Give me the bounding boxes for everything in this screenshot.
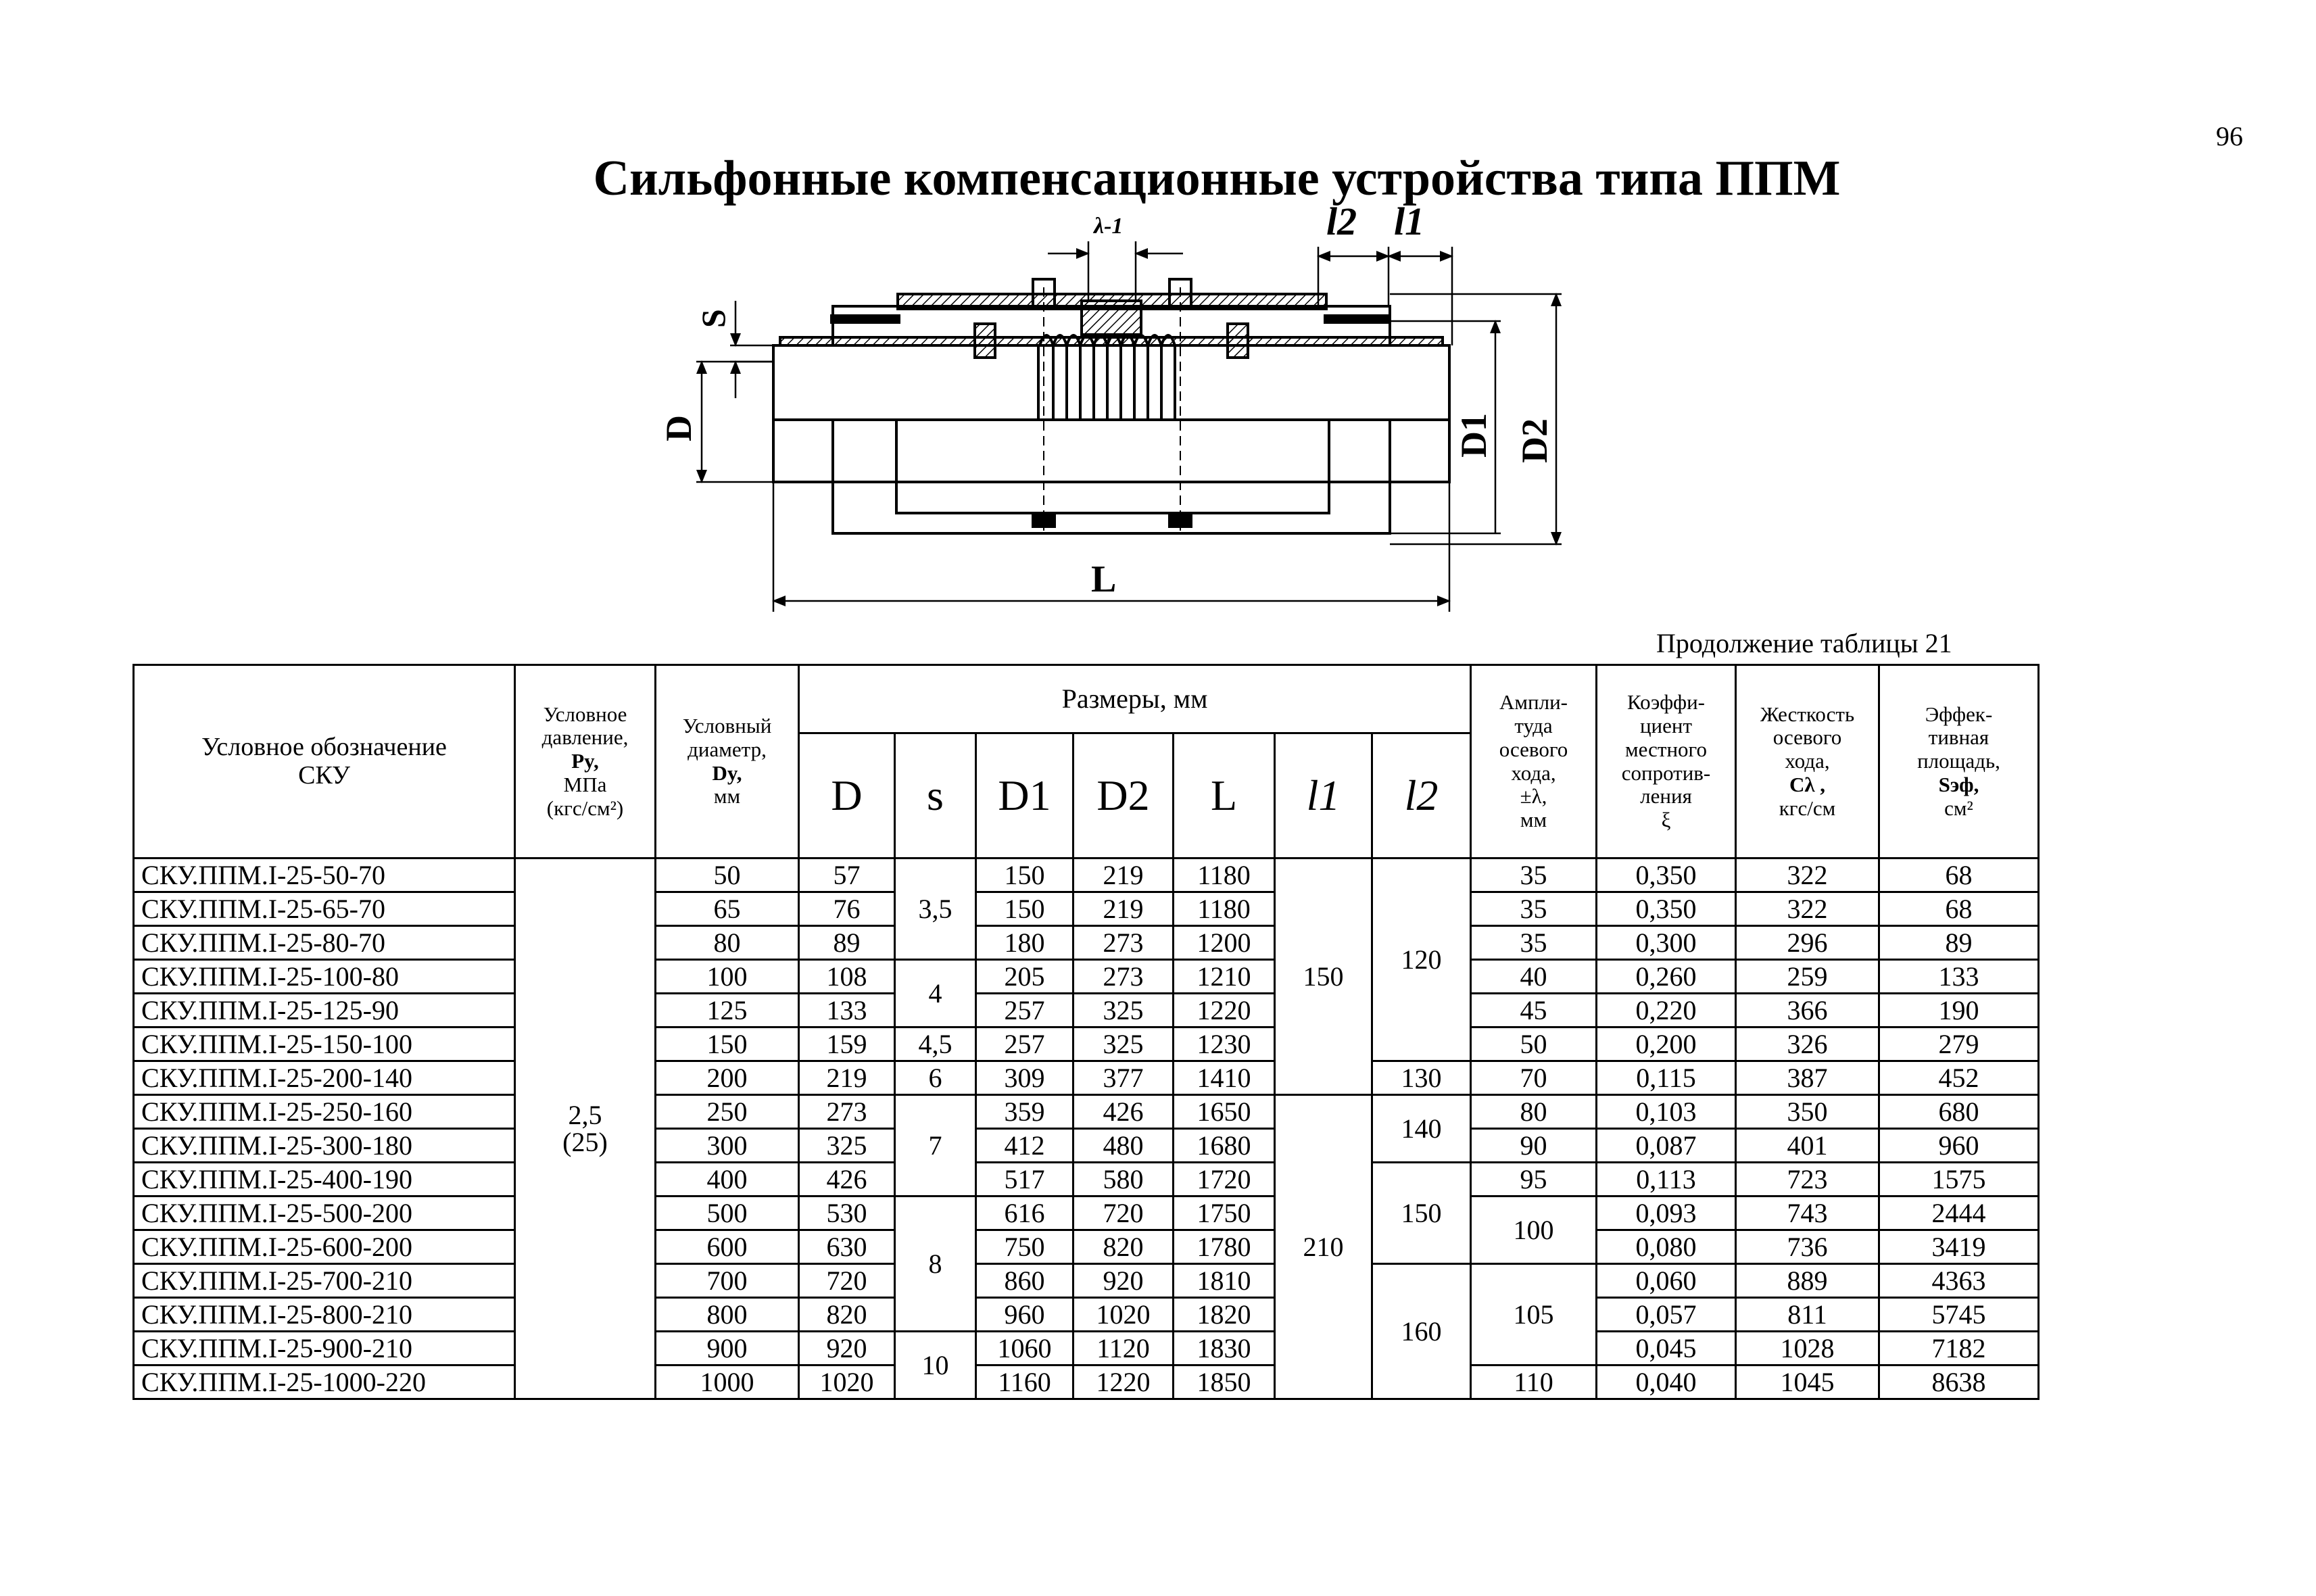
cell-designation: СКУ.ППМ.I-25-150-100 <box>134 1027 515 1061</box>
cell-xi: 0,060 <box>1597 1264 1736 1298</box>
label-d1: D1 <box>1453 413 1494 458</box>
cell-d2: 480 <box>1073 1129 1174 1163</box>
cell-d2: 273 <box>1073 960 1174 994</box>
header-l2: l2 <box>1372 733 1471 859</box>
cell-d2: 720 <box>1073 1196 1174 1230</box>
cell-xi: 0,200 <box>1597 1027 1736 1061</box>
cell-amp: 110 <box>1471 1365 1597 1399</box>
cell-xi: 0,045 <box>1597 1332 1736 1365</box>
cell-designation: СКУ.ППМ.I-25-125-90 <box>134 994 515 1027</box>
header-s: s <box>895 733 976 859</box>
table-row <box>134 892 2039 926</box>
cell-amp: 35 <box>1471 892 1597 926</box>
cell-l: 1410 <box>1174 1061 1275 1095</box>
cell-designation: СКУ.ППМ.I-25-600-200 <box>134 1230 515 1264</box>
header-row <box>134 665 2039 733</box>
drawing-body <box>773 279 1449 533</box>
cell-dy: 80 <box>656 926 799 960</box>
label-lambda: λ-1 <box>1094 214 1124 239</box>
cell-c: 736 <box>1736 1230 1879 1264</box>
cell-area: 7182 <box>1879 1332 2039 1365</box>
cell-designation: СКУ.ППМ.I-25-200-140 <box>134 1061 515 1095</box>
cell-d: 1020 <box>799 1365 895 1399</box>
cell-area: 89 <box>1879 926 2039 960</box>
cell-amp: 50 <box>1471 1027 1597 1061</box>
cell-d2: 1220 <box>1073 1365 1174 1399</box>
label-d2: D2 <box>1514 418 1555 463</box>
header-l1: l1 <box>1275 733 1372 859</box>
table-row <box>134 960 2039 994</box>
table-row <box>134 1332 2039 1365</box>
cell-l: 1650 <box>1174 1095 1275 1129</box>
cell-amp-merged: 100 <box>1471 1196 1597 1264</box>
cell-amp: 70 <box>1471 1061 1597 1095</box>
label-l2: l2 <box>1326 199 1357 243</box>
cell-d1: 412 <box>976 1129 1073 1163</box>
cell-l1-merged: 210 <box>1275 1095 1372 1399</box>
cell-amp: 95 <box>1471 1163 1597 1196</box>
label-s: S <box>694 309 732 328</box>
cell-d2: 273 <box>1073 926 1174 960</box>
cell-designation: СКУ.ППМ.I-25-500-200 <box>134 1196 515 1230</box>
table-row <box>134 1027 2039 1061</box>
cell-s-merged: 4 <box>895 960 976 1027</box>
specifications-table <box>132 664 2040 1400</box>
cell-dy: 200 <box>656 1061 799 1095</box>
cell-d1: 150 <box>976 859 1073 892</box>
cell-d1: 359 <box>976 1095 1073 1129</box>
cell-area: 133 <box>1879 960 2039 994</box>
cell-c: 811 <box>1736 1298 1879 1332</box>
table-row <box>134 1129 2039 1163</box>
cell-xi: 0,220 <box>1597 994 1736 1027</box>
table-row <box>134 1095 2039 1129</box>
header-d: D <box>799 733 895 859</box>
cell-xi: 0,300 <box>1597 926 1736 960</box>
cell-d2: 325 <box>1073 1027 1174 1061</box>
cell-d: 89 <box>799 926 895 960</box>
table-row <box>134 1163 2039 1196</box>
table-caption: Продолжение таблицы 21 <box>1656 628 1952 658</box>
cell-d: 325 <box>799 1129 895 1163</box>
cell-amp: 40 <box>1471 960 1597 994</box>
cell-designation: СКУ.ППМ.I-25-80-70 <box>134 926 515 960</box>
cell-l: 1180 <box>1174 859 1275 892</box>
cell-d1: 616 <box>976 1196 1073 1230</box>
cell-d1: 180 <box>976 926 1073 960</box>
cell-s-merged: 8 <box>895 1196 976 1332</box>
table-row <box>134 859 2039 892</box>
table-row <box>134 1298 2039 1332</box>
cell-designation: СКУ.ППМ.I-25-65-70 <box>134 892 515 926</box>
cell-amp-merged: 105 <box>1471 1264 1597 1365</box>
cell-c: 889 <box>1736 1264 1879 1298</box>
cell-area: 5745 <box>1879 1298 2039 1332</box>
cell-l: 1820 <box>1174 1298 1275 1332</box>
cell-d: 219 <box>799 1061 895 1095</box>
cell-designation: СКУ.ППМ.I-25-400-190 <box>134 1163 515 1196</box>
cell-d: 530 <box>799 1196 895 1230</box>
cell-c: 723 <box>1736 1163 1879 1196</box>
cell-dy: 700 <box>656 1264 799 1298</box>
cell-l1-merged: 150 <box>1275 859 1372 1095</box>
cell-d1: 860 <box>976 1264 1073 1298</box>
cell-l: 1810 <box>1174 1264 1275 1298</box>
label-l1: l1 <box>1394 199 1425 243</box>
cell-d2: 426 <box>1073 1095 1174 1129</box>
header-area: Эффек- тивная площадь, Sэф, см² <box>1879 665 2039 859</box>
cell-area: 2444 <box>1879 1196 2039 1230</box>
cell-l: 1720 <box>1174 1163 1275 1196</box>
cell-amp: 35 <box>1471 926 1597 960</box>
cell-xi: 0,093 <box>1597 1196 1736 1230</box>
cell-dy: 1000 <box>656 1365 799 1399</box>
cell-s-merged: 10 <box>895 1332 976 1399</box>
cell-c: 322 <box>1736 859 1879 892</box>
cell-dy: 250 <box>656 1095 799 1129</box>
cell-d1: 205 <box>976 960 1073 994</box>
cell-area: 3419 <box>1879 1230 2039 1264</box>
cell-dy: 65 <box>656 892 799 926</box>
cell-xi: 0,087 <box>1597 1129 1736 1163</box>
cell-d2: 219 <box>1073 892 1174 926</box>
header-designation: Условное обозначение СКУ <box>134 665 515 859</box>
table-row <box>134 1196 2039 1230</box>
cell-xi: 0,260 <box>1597 960 1736 994</box>
cell-designation: СКУ.ППМ.I-25-50-70 <box>134 859 515 892</box>
cell-dy: 800 <box>656 1298 799 1332</box>
cell-l: 1180 <box>1174 892 1275 926</box>
cell-d1: 960 <box>976 1298 1073 1332</box>
cell-c: 259 <box>1736 960 1879 994</box>
cell-l2-merged: 140 <box>1372 1095 1471 1163</box>
cell-dy: 600 <box>656 1230 799 1264</box>
cell-d: 273 <box>799 1095 895 1129</box>
cell-area: 279 <box>1879 1027 2039 1061</box>
cell-l: 1200 <box>1174 926 1275 960</box>
cell-xi: 0,080 <box>1597 1230 1736 1264</box>
cell-d: 108 <box>799 960 895 994</box>
cell-d1: 1060 <box>976 1332 1073 1365</box>
cell-dy: 500 <box>656 1196 799 1230</box>
cell-d2: 1020 <box>1073 1298 1174 1332</box>
cell-designation: СКУ.ППМ.I-25-100-80 <box>134 960 515 994</box>
table-row <box>134 1264 2039 1298</box>
cell-d: 820 <box>799 1298 895 1332</box>
cell-d: 57 <box>799 859 895 892</box>
cell-l: 1850 <box>1174 1365 1275 1399</box>
cell-d: 159 <box>799 1027 895 1061</box>
cell-d: 720 <box>799 1264 895 1298</box>
cell-designation: СКУ.ППМ.I-25-250-160 <box>134 1095 515 1129</box>
cell-area: 680 <box>1879 1095 2039 1129</box>
cell-area: 4363 <box>1879 1264 2039 1298</box>
cell-d: 76 <box>799 892 895 926</box>
cell-l: 1830 <box>1174 1332 1275 1365</box>
cell-d1: 517 <box>976 1163 1073 1196</box>
cell-designation: СКУ.ППМ.I-25-300-180 <box>134 1129 515 1163</box>
cell-dy: 400 <box>656 1163 799 1196</box>
cell-d2: 920 <box>1073 1264 1174 1298</box>
cell-dy: 100 <box>656 960 799 994</box>
cell-amp: 35 <box>1471 859 1597 892</box>
cell-dy: 125 <box>656 994 799 1027</box>
page-title: Сильфонные компенсационные устройства типа ППМ <box>593 151 1841 206</box>
cell-l: 1220 <box>1174 994 1275 1027</box>
table-row <box>134 1365 2039 1399</box>
cell-area: 1575 <box>1879 1163 2039 1196</box>
cell-xi: 0,040 <box>1597 1365 1736 1399</box>
cell-designation: СКУ.ППМ.I-25-900-210 <box>134 1332 515 1365</box>
cell-l: 1210 <box>1174 960 1275 994</box>
cell-amp: 90 <box>1471 1129 1597 1163</box>
cell-c: 401 <box>1736 1129 1879 1163</box>
cell-d1: 257 <box>976 994 1073 1027</box>
cell-d: 630 <box>799 1230 895 1264</box>
cell-xi: 0,115 <box>1597 1061 1736 1095</box>
cell-s-merged: 7 <box>895 1095 976 1196</box>
table-row <box>134 926 2039 960</box>
cell-c: 1045 <box>1736 1365 1879 1399</box>
cell-c: 350 <box>1736 1095 1879 1129</box>
header-d1: D1 <box>976 733 1073 859</box>
header-amplitude: Ампли- туда осевого хода, ±λ, мм <box>1471 665 1597 859</box>
cell-d: 133 <box>799 994 895 1027</box>
cell-amp: 80 <box>1471 1095 1597 1129</box>
cell-d1: 1160 <box>976 1365 1073 1399</box>
cell-d: 920 <box>799 1332 895 1365</box>
label-d: D <box>658 415 699 441</box>
cell-l2-merged: 120 <box>1372 859 1471 1061</box>
header-coefficient: Коэффи- циент местного сопротив- ления ξ <box>1597 665 1736 859</box>
header-l: L <box>1174 733 1275 859</box>
table-row <box>134 1061 2039 1095</box>
cell-xi: 0,103 <box>1597 1095 1736 1129</box>
cell-dy: 900 <box>656 1332 799 1365</box>
cell-c: 326 <box>1736 1027 1879 1061</box>
cell-area: 452 <box>1879 1061 2039 1095</box>
cell-c: 296 <box>1736 926 1879 960</box>
cell-d2: 325 <box>1073 994 1174 1027</box>
cell-l2-merged: 150 <box>1372 1163 1471 1264</box>
cell-area: 190 <box>1879 994 2039 1027</box>
header-d2: D2 <box>1073 733 1174 859</box>
table-row <box>134 994 2039 1027</box>
cell-c: 1028 <box>1736 1332 1879 1365</box>
cell-amp: 45 <box>1471 994 1597 1027</box>
cell-l: 1780 <box>1174 1230 1275 1264</box>
cell-d1: 257 <box>976 1027 1073 1061</box>
cell-designation: СКУ.ППМ.I-25-1000-220 <box>134 1365 515 1399</box>
header-pressure: Условное давление, Py, МПа (кгс/см²) <box>515 665 656 859</box>
header-stiffness: Жесткость осевого хода, Cλ , кгс/см <box>1736 665 1879 859</box>
page-number: 96 <box>2216 121 2243 151</box>
cell-area: 68 <box>1879 892 2039 926</box>
cell-area: 960 <box>1879 1129 2039 1163</box>
cell-xi: 0,113 <box>1597 1163 1736 1196</box>
cell-area: 68 <box>1879 859 2039 892</box>
cell-c: 743 <box>1736 1196 1879 1230</box>
cell-l: 1680 <box>1174 1129 1275 1163</box>
cell-pressure-merged: 2,5 (25) <box>515 859 656 1399</box>
cell-designation: СКУ.ППМ.I-25-700-210 <box>134 1264 515 1298</box>
cell-designation: СКУ.ППМ.I-25-800-210 <box>134 1298 515 1332</box>
cell-s-merged: 3,5 <box>895 859 976 960</box>
header-diameter: Условный диаметр, Dy, мм <box>656 665 799 859</box>
cell-xi: 0,350 <box>1597 892 1736 926</box>
cell-l: 1750 <box>1174 1196 1275 1230</box>
cell-s: 6 <box>895 1061 976 1095</box>
cell-l2: 130 <box>1372 1061 1471 1095</box>
cell-dy: 50 <box>656 859 799 892</box>
cell-d2: 219 <box>1073 859 1174 892</box>
table-row <box>134 1230 2039 1264</box>
label-l: L <box>1091 558 1117 600</box>
cell-area: 8638 <box>1879 1365 2039 1399</box>
cell-c: 322 <box>1736 892 1879 926</box>
cell-c: 366 <box>1736 994 1879 1027</box>
cell-d1: 150 <box>976 892 1073 926</box>
cell-d2: 820 <box>1073 1230 1174 1264</box>
cell-d1: 309 <box>976 1061 1073 1095</box>
compensator-drawing <box>642 193 1602 639</box>
cell-s: 4,5 <box>895 1027 976 1061</box>
cell-xi: 0,350 <box>1597 859 1736 892</box>
cell-d: 426 <box>799 1163 895 1196</box>
cell-d2: 580 <box>1073 1163 1174 1196</box>
cell-xi: 0,057 <box>1597 1298 1736 1332</box>
cell-d2: 377 <box>1073 1061 1174 1095</box>
cell-dy: 300 <box>656 1129 799 1163</box>
cell-l2-merged: 160 <box>1372 1264 1471 1399</box>
cell-d1: 750 <box>976 1230 1073 1264</box>
cell-l: 1230 <box>1174 1027 1275 1061</box>
cell-c: 387 <box>1736 1061 1879 1095</box>
cell-dy: 150 <box>656 1027 799 1061</box>
header-sizes: Размеры, мм <box>799 665 1471 733</box>
cell-d2: 1120 <box>1073 1332 1174 1365</box>
